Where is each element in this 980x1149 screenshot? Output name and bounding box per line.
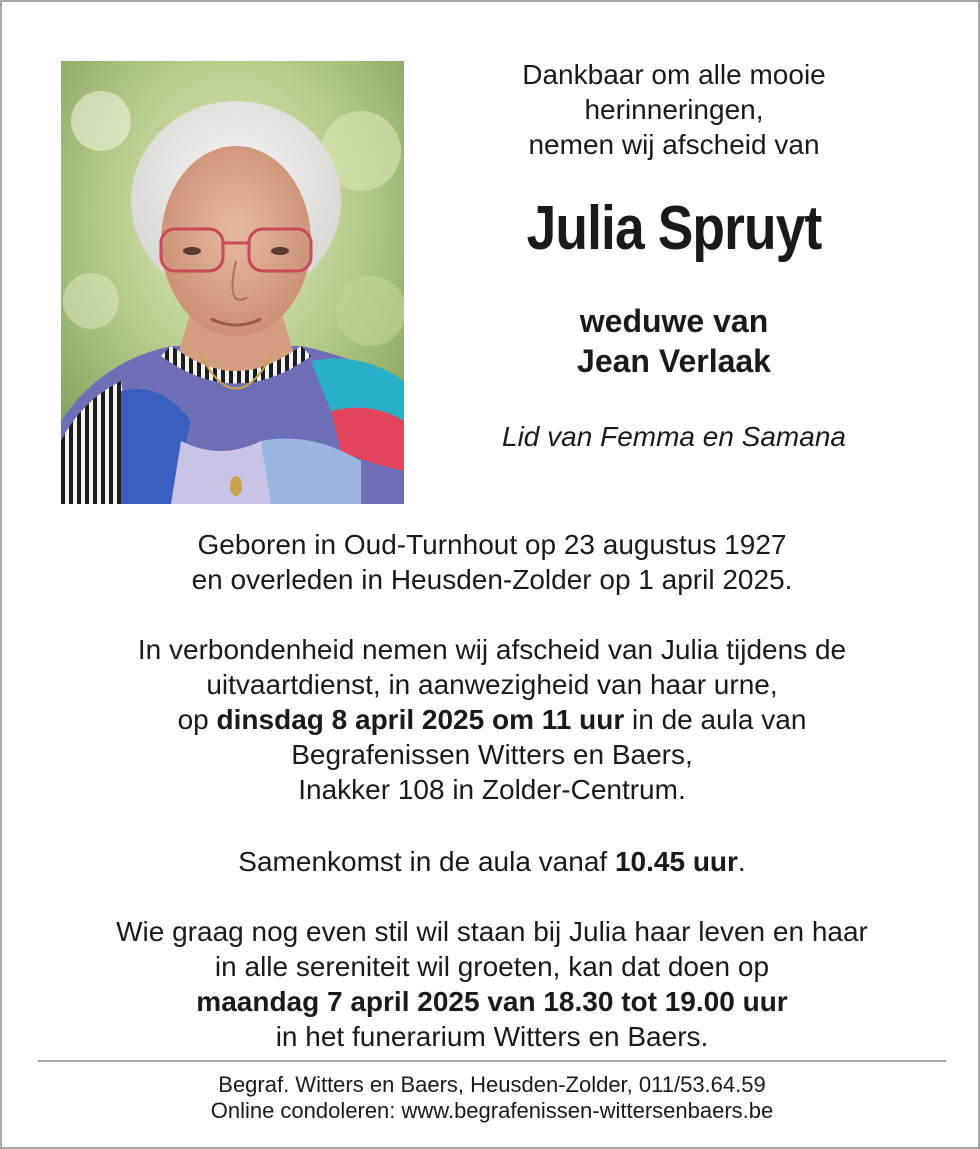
online-condolence-link[interactable]: Online condoleren: www.begrafenissen-wittersenbaers.be	[210, 1098, 774, 1123]
portrait-photo	[61, 61, 404, 504]
spouse-name: Jean Verlaak	[577, 343, 771, 379]
service-line: uitvaartdienst, in aanwezigheid van haar urne,	[206, 669, 778, 700]
portrait-illustration	[61, 61, 404, 504]
birth-line: Geboren in Oud-Turnhout op 23 augustus 1927	[197, 529, 787, 560]
visitation-info	[42, 914, 942, 1054]
footer-divider	[38, 1060, 946, 1062]
spouse-info	[464, 301, 884, 381]
gathering-suffix: .	[737, 846, 746, 877]
funeral-service-info	[42, 632, 942, 807]
birth-death-info	[42, 527, 942, 597]
funeral-home-contact: Begraf. Witters en Baers, Heusden-Zolder, 011/53.64.59	[218, 1072, 766, 1097]
intro-line: Dankbaar om alle mooie	[522, 59, 826, 90]
spouse-label: weduwe van	[579, 303, 769, 339]
visitation-date-line	[42, 984, 942, 1019]
intro-text	[464, 57, 884, 162]
visitation-date: maandag 7 april 2025 van 18.30 tot 19.00 uur	[196, 986, 788, 1017]
intro-line: herinneringen,	[584, 94, 764, 125]
deceased-name: Julia Spruyt	[526, 194, 822, 263]
footer	[42, 1072, 942, 1124]
intro-line: nemen wij afscheid van	[528, 129, 820, 160]
service-venue: Begrafenissen Witters en Baers,	[291, 739, 693, 770]
visitation-line: Wie graag nog even stil wil staan bij Julia haar leven en haar	[116, 916, 868, 947]
gathering-line	[42, 844, 942, 879]
service-date-line	[42, 702, 942, 737]
death-line: en overleden in Heusden-Zolder op 1 april 2025.	[191, 564, 793, 595]
gathering-prefix: Samenkomst in de aula vanaf	[238, 846, 615, 877]
service-date: dinsdag 8 april 2025 om 11 uur	[216, 704, 625, 735]
membership-text: Lid van Femma en Samana	[502, 421, 846, 452]
service-date-prefix: op	[177, 704, 217, 735]
gathering-time: 10.45 uur	[614, 846, 738, 877]
service-date-suffix: in de aula van	[624, 704, 807, 735]
visitation-line: in alle sereniteit wil groeten, kan dat doen op	[214, 951, 770, 982]
service-line: In verbondenheid nemen wij afscheid van Julia tijdens de	[137, 634, 847, 665]
service-address: Inakker 108 in Zolder-Centrum.	[298, 774, 686, 805]
visitation-venue: in het funerarium Witters en Baers.	[275, 1021, 709, 1052]
gathering-info	[42, 844, 942, 879]
